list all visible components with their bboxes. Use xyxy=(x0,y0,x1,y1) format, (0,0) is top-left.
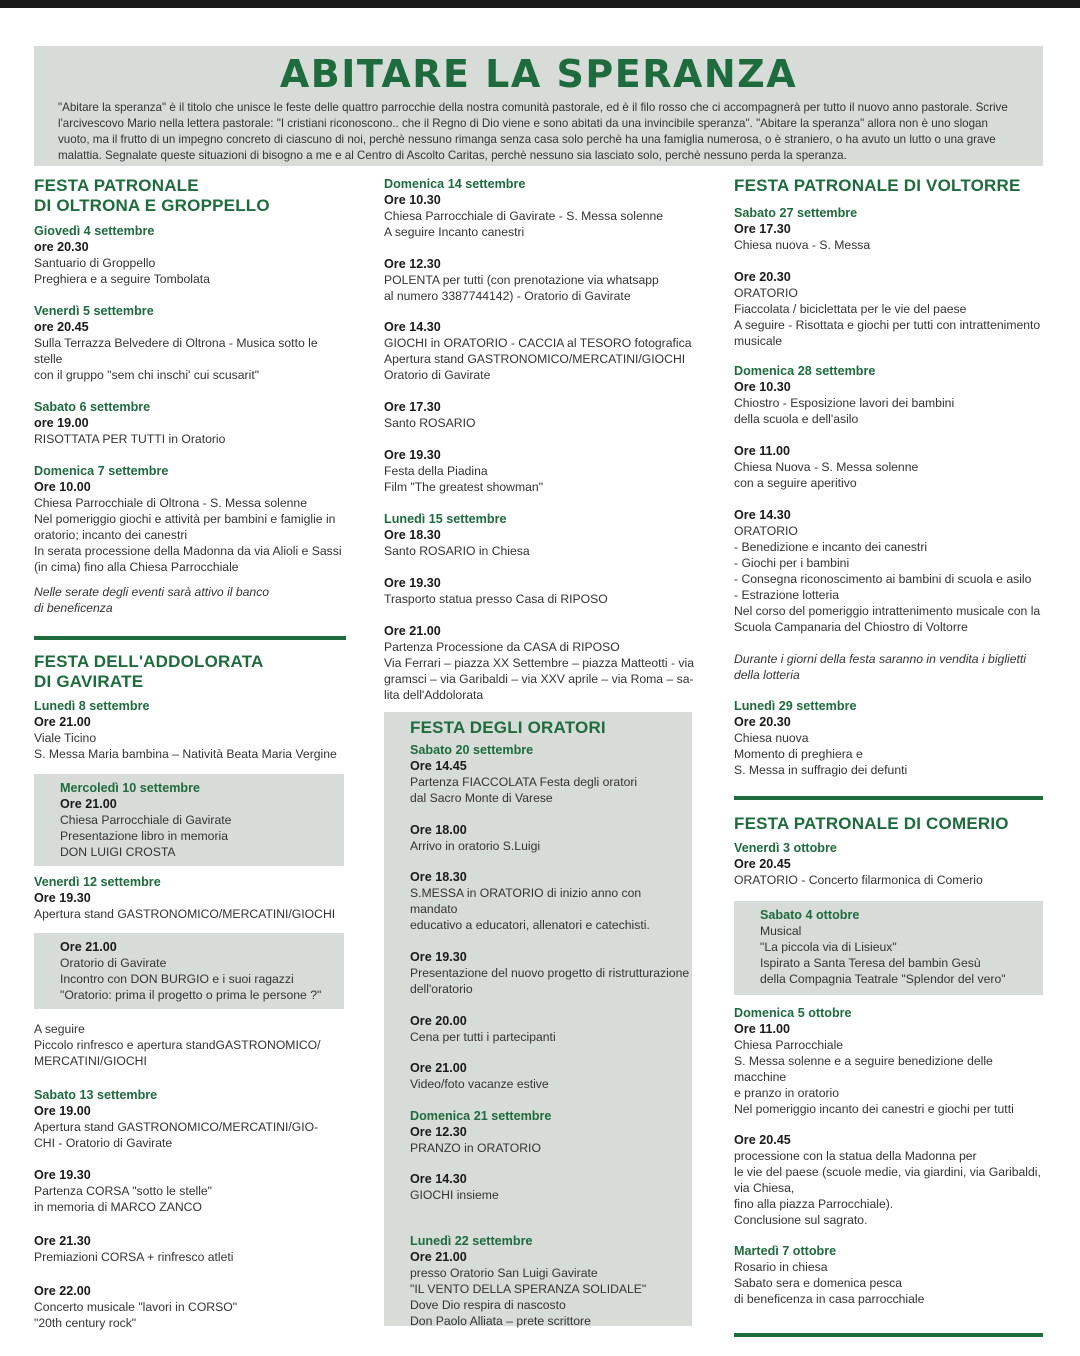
event-time: Ore 21.00 xyxy=(384,624,441,638)
event-text: Partenza Processione da CASA di RIPOSO xyxy=(384,640,620,654)
event-block xyxy=(384,575,694,607)
event-block xyxy=(34,1021,346,1069)
event-block xyxy=(410,1060,692,1092)
event-time: ore 20.30 xyxy=(34,240,89,254)
event-text: MERCATINI/GIOCHI xyxy=(34,1054,147,1068)
event-text: Santo ROSARIO xyxy=(384,416,476,430)
event-text: Chiesa Parrocchiale di Gavirate - S. Messa solenne xyxy=(384,209,664,223)
event-time: Ore 12.30 xyxy=(410,1125,467,1139)
event-text: Piccolo rinfresco e apertura standGASTRONOMICO/ xyxy=(34,1038,321,1052)
top-border xyxy=(0,0,1080,8)
event-text: S. Messa in suffragio dei defunti xyxy=(734,763,908,777)
event-text: S.MESSA in ORATORIO di inizio anno con mandato xyxy=(410,886,642,916)
event-text: ORATORIO xyxy=(734,524,798,538)
event-text: Trasporto statua presso Casa di RIPOSO xyxy=(384,592,608,606)
event-block xyxy=(34,223,346,287)
event-text: S. Messa Maria bambina – Natività Beata Maria Vergine xyxy=(34,747,337,761)
event-date: Sabato 27 settembre xyxy=(734,206,858,220)
event-date: Domenica 21 settembre xyxy=(410,1109,552,1123)
event-text: Sabato sera e domenica pesca xyxy=(734,1276,903,1290)
event-block xyxy=(34,1167,346,1215)
event-text: Chiesa Parrocchiale di Gavirate xyxy=(60,813,232,827)
event-time: Ore 10.30 xyxy=(734,380,791,394)
event-text: S. Messa solenne e a seguire benedizione delle macchine xyxy=(734,1054,993,1084)
event-block xyxy=(34,303,346,383)
event-time: Ore 12.30 xyxy=(384,257,441,271)
event-text: Partenza CORSA "sotto le stelle" xyxy=(34,1184,213,1198)
event-text: RISOTTATA PER TUTTI in Oratorio xyxy=(34,432,226,446)
event-time: Ore 14.45 xyxy=(410,759,467,773)
event-date: Domenica 14 settembre xyxy=(384,177,526,191)
event-time: Ore 19.30 xyxy=(384,448,441,462)
section-gavirate xyxy=(34,652,346,692)
event-time: Ore 20.45 xyxy=(734,1133,791,1147)
event-text: Incontro con DON BURGIO e i suoi ragazzi xyxy=(60,972,294,986)
event-block xyxy=(734,205,1043,253)
event-block xyxy=(410,742,692,806)
event-block xyxy=(384,623,694,703)
event-text: GIOCHI insieme xyxy=(410,1188,499,1202)
event-text: Apertura stand GASTRONOMICO/MERCATINI/GIOCHI xyxy=(384,352,686,366)
event-text: con a seguire aperitivo xyxy=(734,476,857,490)
page-title: ABITARE LA SPERANZA xyxy=(279,52,798,96)
event-date: Martedì 7 ottobre xyxy=(734,1244,837,1258)
event-time: Ore 19.30 xyxy=(410,950,467,964)
event-time: Ore 11.00 xyxy=(734,444,791,458)
event-text: Concerto musicale "lavori in CORSO" xyxy=(34,1300,238,1314)
event-date: Domenica 28 settembre xyxy=(734,364,876,378)
event-text: Dove Dio respira di nascosto xyxy=(410,1298,566,1312)
event-time: Ore 20.30 xyxy=(734,270,791,284)
event-block xyxy=(734,1132,1043,1228)
event-time: Ore 10.30 xyxy=(384,193,441,207)
event-time: Ore 17.30 xyxy=(734,222,791,236)
event-time: Ore 19.30 xyxy=(34,1168,91,1182)
event-text: - Estrazione lotteria xyxy=(734,588,839,602)
event-date: Giovedì 4 settembre xyxy=(34,224,155,238)
event-text: presso Oratorio San Luigi Gavirate xyxy=(410,1266,598,1280)
event-text: dal Sacro Monte di Varese xyxy=(410,791,553,805)
note-text: Nelle serate degli eventi sarà attivo il banco xyxy=(34,585,270,599)
event-text: DON LUIGI CROSTA xyxy=(60,845,176,859)
section-divider xyxy=(734,796,1043,800)
event-text: processione con la statua della Madonna per xyxy=(734,1149,977,1163)
intro-text: "Abitare la speranza" è il titolo che unisce le feste delle quattro parrocchie della nostra comunità pastorale, ed è il filo rosso che ci accompagnerà per tutto il nuovo anno pastorale. Scrive l'arcivescovo Mario nella lettera pastorale: "I cristiani riconoscono.. che il Regno di Dio viene e sono abitati da una invincibile speranza". "Abitare la speranza" allora non è uno slogan vuoto, ma il frutto di un impegno concreto di ciascuno di noi, perchè nessuno rimanga senza casa solo perchè ha una famiglia numerosa, o è straniero, o ha avuto un lutto o una grave malattia. Segnalate queste situazioni di bisogno a me e al Centro di Ascolto Caritas, perchè nessuno sia lasciato solo, perchè nessuno perda la speranza. xyxy=(58,101,1008,162)
event-time: Ore 21.00 xyxy=(60,940,117,954)
event-text: lita dell'Addolorata xyxy=(384,688,484,702)
event-block xyxy=(410,1171,692,1203)
event-date: Sabato 6 settembre xyxy=(34,400,151,414)
column-oltrona-gavirate xyxy=(34,176,346,1331)
section-oratori-panel xyxy=(384,712,692,1326)
event-date: Domenica 7 settembre xyxy=(34,464,169,478)
note-block xyxy=(34,584,346,616)
event-block xyxy=(34,1283,346,1331)
event-time: Ore 19.00 xyxy=(34,1104,91,1118)
event-block xyxy=(734,1005,1043,1117)
event-text: In serata processione della Madonna da via Alioli e Sassi xyxy=(34,544,342,558)
event-date: Venerdì 3 ottobre xyxy=(734,841,837,855)
event-block xyxy=(734,363,1043,427)
event-time: Ore 14.30 xyxy=(384,320,441,334)
event-text: Chiostro - Esposizione lavori dei bambini xyxy=(734,396,955,410)
event-text: della Compagnia Teatrale "Splendor del vero" xyxy=(760,972,1006,986)
event-date: Lunedì 8 settembre xyxy=(34,699,150,713)
event-text: Scuola Campanaria del Chiostro di Voltorre xyxy=(734,620,968,634)
event-time: Ore 21.00 xyxy=(410,1061,467,1075)
header-panel xyxy=(34,46,1043,166)
event-text: Nel corso del pomeriggio intrattenimento musicale con la xyxy=(734,604,1041,618)
event-time: ore 20.45 xyxy=(34,320,89,334)
event-date: Lunedì 29 settembre xyxy=(734,699,857,713)
event-block xyxy=(410,1233,692,1329)
event-block xyxy=(34,399,346,447)
event-text: le vie del paese (scuole medie, via giardini, via Garibaldi, xyxy=(734,1165,1041,1179)
event-text: "La piccola via di Lisieux" xyxy=(760,940,897,954)
event-text: Chiesa Parrocchiale xyxy=(734,1038,844,1052)
event-text: via Chiesa, xyxy=(734,1181,795,1195)
event-date: Sabato 20 settembre xyxy=(410,743,534,757)
event-block xyxy=(734,507,1043,635)
event-block xyxy=(410,1013,692,1045)
event-text: PRANZO in ORATORIO xyxy=(410,1141,541,1155)
section-title-voltorre: FESTA PATRONALE DI VOLTORRE xyxy=(734,176,1021,195)
note-text: della lotteria xyxy=(734,668,800,682)
event-time: Ore 21.00 xyxy=(60,797,117,811)
event-text: Momento di preghiera e xyxy=(734,747,863,761)
event-block xyxy=(34,874,346,922)
event-text: Premiazioni CORSA + rinfresco atleti xyxy=(34,1250,234,1264)
event-text: Preghiera e a seguire Tombolata xyxy=(34,272,210,286)
event-time: Ore 20.00 xyxy=(410,1014,467,1028)
event-text: della scuola e dell'asilo xyxy=(734,412,859,426)
event-block xyxy=(410,949,692,997)
event-date: Venerdì 5 settembre xyxy=(34,304,154,318)
event-text: educativo a educatori, allenatori e catechisti. xyxy=(410,918,650,932)
event-date: Mercoledì 10 settembre xyxy=(60,781,200,795)
event-text: Ispirato a Santa Teresa del bambin Gesù xyxy=(760,956,981,970)
event-text: Oratorio di Gavirate xyxy=(60,956,167,970)
event-text: Via Ferrari – piazza XX Settembre – piazza Matteotti - via xyxy=(384,656,695,670)
event-text: "20th century rock" xyxy=(34,1316,137,1330)
event-time: Ore 18.30 xyxy=(384,528,441,542)
event-text: Arrivo in oratorio S.Luigi xyxy=(410,839,541,853)
event-time: Ore 14.30 xyxy=(734,508,791,522)
event-block xyxy=(384,447,694,495)
event-text: Sulla Terrazza Belvedere di Oltrona - Musica sotto le stelle xyxy=(34,336,318,366)
section-title-comerio: FESTA PATRONALE DI COMERIO xyxy=(734,814,1009,833)
event-block xyxy=(384,399,694,431)
event-text: Presentazione libro in memoria xyxy=(60,829,228,843)
event-time: Ore 22.00 xyxy=(34,1284,91,1298)
highlight-box xyxy=(34,774,344,866)
event-time: Ore 21.00 xyxy=(410,1250,467,1264)
event-text: Film "The greatest showman" xyxy=(384,480,544,494)
event-text: ORATORIO xyxy=(734,286,798,300)
event-block xyxy=(384,256,694,304)
event-text: GIOCHI in ORATORIO - CACCIA al TESORO fotografica xyxy=(384,336,692,350)
event-text: Don Paolo Alliata – prete scrittore xyxy=(410,1314,591,1328)
event-text: dell'oratorio xyxy=(410,982,473,996)
event-block xyxy=(410,869,692,933)
section-title-gavirate-1: FESTA DELL'ADDOLORATA xyxy=(34,652,264,671)
event-time: Ore 11.00 xyxy=(734,1022,791,1036)
event-date: Sabato 4 ottobre xyxy=(760,908,860,922)
event-text: A seguire xyxy=(34,1022,85,1036)
note-block xyxy=(734,651,1043,683)
event-text: Nel pomeriggio incanto dei canestri e giochi per tutti xyxy=(734,1102,1014,1116)
event-block xyxy=(734,698,1043,778)
event-text: ORATORIO - Concerto filarmonica di Comerio xyxy=(734,873,983,887)
event-text: con il gruppo "sem chi inschi' cui scusarit" xyxy=(34,368,260,382)
highlight-box xyxy=(34,933,344,1009)
event-text: A seguire - Risottata e giochi per tutti con intrattenimento xyxy=(734,318,1041,332)
event-text: Presentazione del nuovo progetto di ristrutturazione xyxy=(410,966,690,980)
event-time: Ore 20.30 xyxy=(734,715,791,729)
section-divider xyxy=(734,1333,1043,1337)
column-voltorre-comerio xyxy=(734,176,1043,1337)
event-text: (in cima) fino alla Chiesa Parrocchiale xyxy=(34,560,239,574)
event-block xyxy=(734,840,1043,888)
event-text: Santo ROSARIO in Chiesa xyxy=(384,544,530,558)
event-block xyxy=(734,269,1043,349)
event-text: Cena per tutti i partecipanti xyxy=(410,1030,556,1044)
event-time: Ore 18.00 xyxy=(410,823,467,837)
event-time: Ore 21.30 xyxy=(34,1234,91,1248)
event-block xyxy=(34,698,346,762)
event-block xyxy=(384,176,694,240)
event-block xyxy=(734,443,1043,491)
event-block xyxy=(410,822,692,854)
event-text: A seguire Incanto canestri xyxy=(384,225,525,239)
highlight-box xyxy=(734,901,1043,995)
event-text: di beneficenza in casa parrocchiale xyxy=(734,1292,925,1306)
event-text: Chiesa Nuova - S. Messa solenne xyxy=(734,460,919,474)
event-text: Video/foto vacanze estive xyxy=(410,1077,549,1091)
event-time: Ore 10.00 xyxy=(34,480,91,494)
event-text: in memoria di MARCO ZANCO xyxy=(34,1200,202,1214)
event-block xyxy=(34,1087,346,1151)
event-text: POLENTA per tutti (con prenotazione via whatsapp xyxy=(384,273,659,287)
event-text: "IL VENTO DELLA SPERANZA SOLIDALE" xyxy=(410,1282,647,1296)
event-text: musicale xyxy=(734,334,783,348)
event-text: Musical xyxy=(760,924,802,938)
event-time: Ore 19.30 xyxy=(34,891,91,905)
event-block xyxy=(34,463,346,575)
event-time: Ore 18.30 xyxy=(410,870,467,884)
event-text: al numero 3387744142) - Oratorio di Gavirate xyxy=(384,289,631,303)
event-date: Lunedì 22 settembre xyxy=(410,1234,533,1248)
event-text: Chiesa Parrocchiale di Oltrona - S. Messa solenne xyxy=(34,496,307,510)
event-text: Partenza FIACCOLATA Festa degli oratori xyxy=(410,775,638,789)
event-time: Ore 21.00 xyxy=(34,715,91,729)
event-text: Fiaccolata / biciclettata per le vie del paese xyxy=(734,302,967,316)
section-title-oltrona-2: DI OLTRONA E GROPPELLO xyxy=(34,196,270,215)
event-date: Domenica 5 ottobre xyxy=(734,1006,852,1020)
note-text: Durante i giorni della festa saranno in vendita i biglietti xyxy=(734,652,1026,666)
event-block xyxy=(34,1233,346,1265)
event-date: Lunedì 15 settembre xyxy=(384,512,507,526)
event-text: Chiesa nuova - S. Messa xyxy=(734,238,871,252)
event-time: Ore 19.30 xyxy=(384,576,441,590)
event-text: Santuario di Groppello xyxy=(34,256,156,270)
section-title-gavirate-2: DI GAVIRATE xyxy=(34,672,144,691)
event-text: e pranzo in oratorio xyxy=(734,1086,840,1100)
event-time: ore 19.00 xyxy=(34,416,89,430)
column-gavirate-oratori xyxy=(384,176,694,1326)
event-text: Apertura stand GASTRONOMICO/MERCATINI/GIO- xyxy=(34,1120,319,1134)
section-divider xyxy=(34,636,346,640)
event-date: Venerdì 12 settembre xyxy=(34,875,161,889)
event-text: "Oratorio: prima il progetto o prima le persone ?" xyxy=(60,988,322,1002)
event-text: gramsci – via Garibaldi – via XXV aprile – via Roma – sa- xyxy=(384,672,694,686)
event-text: - Benedizione e incanto dei canestri xyxy=(734,540,928,554)
event-text: oratorio; incanto dei canestri xyxy=(34,528,188,542)
section-title-oratori: FESTA DEGLI ORATORI xyxy=(410,718,606,737)
event-time: Ore 17.30 xyxy=(384,400,441,414)
event-date: Sabato 13 settembre xyxy=(34,1088,158,1102)
event-time: Ore 14.30 xyxy=(410,1172,467,1186)
event-text: Nel pomeriggio giochi e attività per bambini e famiglie in xyxy=(34,512,336,526)
event-time: Ore 20.45 xyxy=(734,857,791,871)
event-text: CHI - Oratorio di Gavirate xyxy=(34,1136,173,1150)
event-text: Conclusione sul sagrato. xyxy=(734,1213,868,1227)
event-text: fino alla piazza Parrocchiale). xyxy=(734,1197,894,1211)
event-text: Chiesa nuova xyxy=(734,731,809,745)
note-text: di beneficenza xyxy=(34,601,113,615)
event-block xyxy=(384,511,694,559)
event-text: - Giochi per i bambini xyxy=(734,556,850,570)
event-text: Rosario in chiesa xyxy=(734,1260,828,1274)
event-text: - Consegna riconoscimento ai bambini di scuola e asilo xyxy=(734,572,1032,586)
event-text: Oratorio di Gavirate xyxy=(384,368,491,382)
event-block xyxy=(384,319,694,383)
section-title-oltrona-1: FESTA PATRONALE xyxy=(34,176,199,195)
event-text: Festa della Piadina xyxy=(384,464,488,478)
event-block xyxy=(410,1108,692,1156)
event-text: Apertura stand GASTRONOMICO/MERCATINI/GIOCHI xyxy=(34,907,336,921)
event-text: Viale Ticino xyxy=(34,731,97,745)
event-block xyxy=(734,1243,1043,1307)
